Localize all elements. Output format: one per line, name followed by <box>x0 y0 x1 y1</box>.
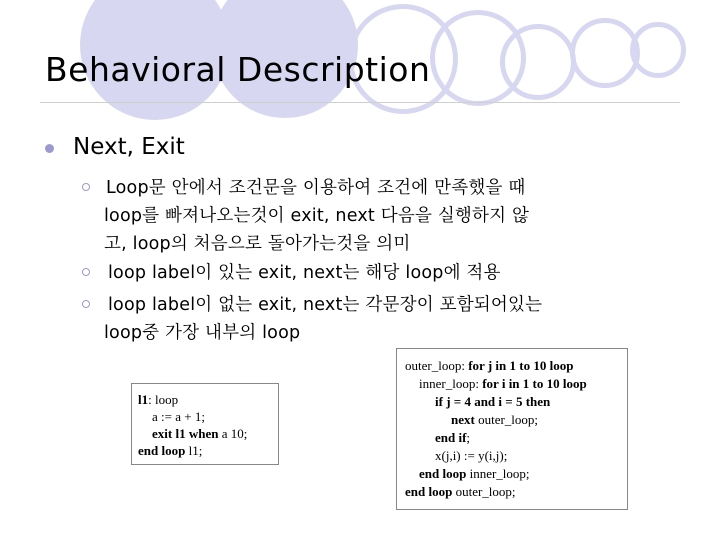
code-line: end if; <box>435 430 471 445</box>
bullet-1-line-2: loop를 빠져나오는것이 exit, next 다음을 실행하지 않 <box>104 206 530 226</box>
code-line: inner_loop: for i in 1 to 10 loop <box>419 376 587 391</box>
sub-bullet-icon <box>82 300 90 308</box>
code-line: l1: loop <box>138 392 179 407</box>
code-example-left <box>131 383 279 465</box>
slide-heading: Next, Exit <box>73 134 185 160</box>
code-example-right <box>396 348 628 510</box>
bullet-1-line-1: Loop문 안에서 조건문을 이용하여 조건에 만족했을 때 <box>106 178 526 198</box>
code-line: x(j,i) := y(i,j); <box>435 448 508 463</box>
code-line: if j = 4 and i = 5 then <box>435 394 551 409</box>
bullet-3-line-2: loop중 가장 내부의 loop <box>104 323 301 343</box>
code-line: outer_loop: for j in 1 to 10 loop <box>405 358 574 373</box>
sub-bullet-icon <box>82 268 90 276</box>
bullet-3-line-1: loop label이 없는 exit, next는 각문장이 포함되어있는 <box>108 295 543 315</box>
bullet-1-line-3: 고, loop의 처음으로 돌아가는것을 의미 <box>104 234 411 254</box>
code-line: exit l1 when a 10; <box>152 426 248 441</box>
slide-title: Behavioral Description <box>45 50 431 89</box>
bullet-2-line-1: loop label이 있는 exit, next는 해당 loop에 적용 <box>108 263 501 283</box>
code-line: end loop inner_loop; <box>419 466 530 481</box>
code-line: a := a + 1; <box>152 409 205 424</box>
code-line: end loop l1; <box>138 443 203 458</box>
code-line: end loop outer_loop; <box>405 484 516 499</box>
deco-circle-5 <box>500 24 576 100</box>
bullet-dot <box>45 144 54 153</box>
code-line: next outer_loop; <box>451 412 539 427</box>
sub-bullet-icon <box>82 183 90 191</box>
deco-circle-7 <box>630 22 686 78</box>
title-divider <box>40 102 680 103</box>
